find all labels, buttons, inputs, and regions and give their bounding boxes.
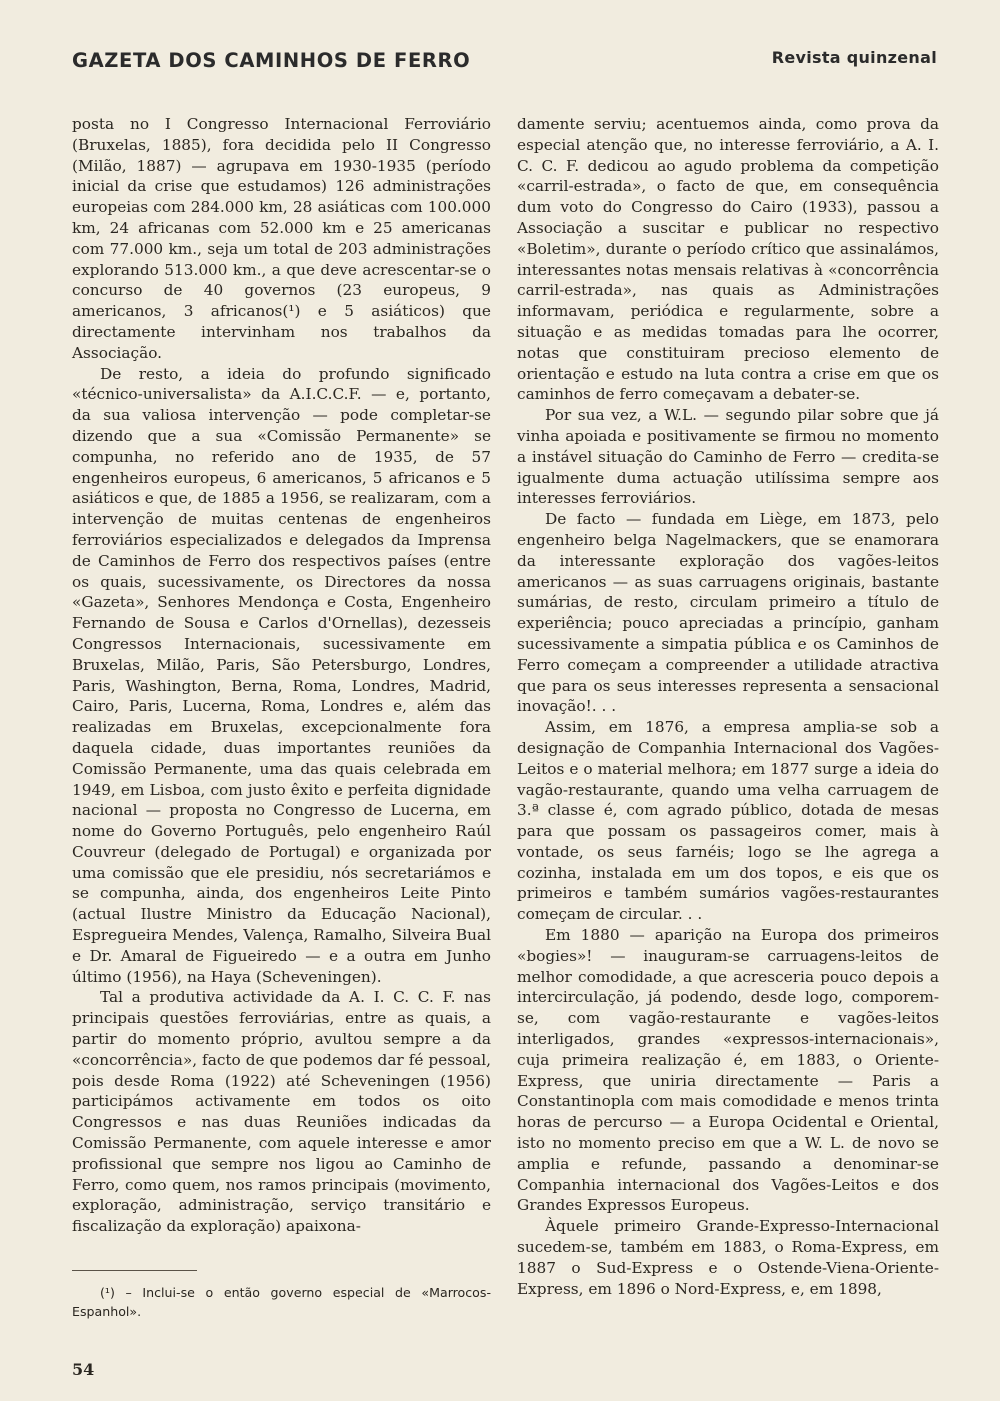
footnote-divider xyxy=(72,1270,197,1271)
left-paragraph-3: Tal a produtiva actividade da A. I. C. C. F. nas principais questões ferroviárias, entre as quais, a partir do momento próprio, avultou sempre a da «concorrência», facto de que podemos dar fé pessoal, pois desde Roma (1922) até Scheveningen (1956) participámos activamente em todos os oito Congressos e nas duas Reuniões indicadas da Comissão Permanente, com aquele interesse e amor profissional que sempre nos ligou ao Caminho de Ferro, como quem, nos ramos principais (movimento, exploração, administração, serviço transitário e fiscalização da exploração) apaixona- xyxy=(72,988,491,1236)
left-paragraph-1: posta no I Congresso Internacional Ferroviário (Bruxelas, 1885), fora decidida pelo II Congresso (Milão, 1887) — agrupava em 1930-1935 (período inicial da crise que estudamos) 126 administrações europeias com 284.000 km, 28 asiáticas com 100.000 km, 24 africanas com 52.000 km e 25 americanas com 77.000 km., seja um total de 203 administrações explorando 513.000 km., a que deve acrescentar-se o concurso de 40 governos (23 europeus, 9 americanos, 3 africanos(¹) e 5 asiáticos) que directamente intervinham nos trabalhos da Associação. xyxy=(72,115,491,362)
right-paragraph-4: Assim, em 1876, a empresa amplia-se sob a designação de Companhia Internacional dos Vagões-Leitos e o material melhora; em 1877 surge a ideia do vagão-restaurante, quando uma velha carruagem de 3.ª classe é, com agrado público, dotada de mesas para que possam os passageiros comer, mais à vontade, os seus farnéis; logo se lhe agrega a cozinha, instalada em um dos topos, e eis que os primeiros e também sumários vagões-restaurantes começam de circular. . . xyxy=(517,718,939,924)
left-column xyxy=(72,114,491,1237)
right-paragraph-2: Por sua vez, a W.L. — segundo pilar sobre que já vinha apoiada e positivamente se firmou no momento a instável situação do Caminho de Ferro — credita-se igualmente duma actuação utilíssima sempre aos interesses ferroviários. xyxy=(517,406,939,508)
footnote: (¹) – Inclui-se o então governo especial de «Marrocos-Espanhol». xyxy=(72,1285,491,1319)
left-paragraph-2: De resto, a ideia do profundo significado «técnico-universalista» da A.I.C.C.F. — e, portanto, da sua valiosa intervenção — pode completar-se dizendo que a sua «Comissão Permanente» se compunha, no referido ano de 1935, de 57 engenheiros europeus, 6 americanos, 5 africanos e 5 asiáticos e que, de 1885 a 1956, se realizaram, com a intervenção de muitas centenas de engenheiros ferroviários especializados e delegados da Imprensa de Caminhos de Ferro dos respectivos países (entre os quais, sucessivamente, os Directores da nossa «Gazeta», Senhores Mendonça e Costa, Engenheiro Fernando de Sousa e Carlos d'Ornellas), dezesseis Congressos Internacionais, sucessivamente em Bruxelas, Milão, Paris, São Petersburgo, Londres, Paris, Washington, Berna, Roma, Londres, Madrid, Cairo, Paris, Lucerna, Roma, Londres e, além das realizadas em Bruxelas, excepcionalmente fora daquela cidade, duas importantes reuniões da Comissão Permanente, uma das quais celebrada em 1949, em Lisboa, com justo êxito e perfeita dignidade nacional — proposta no Congresso de Lucerna, em nome do Governo Português, pelo engenheiro Raúl Couvreur (delegado de Portugal) e organizada por uma comissão que ele presidiu, nós secretariámos e se compunha, ainda, dos engenheiros Leite Pinto (actual Ilustre Ministro da Educação Nacional), Espregueira Mendes, Valença, Ramalho, Silveira Bual e Dr. Amaral de Figueiredo — e a outra em Junho último (1956), na Haya (Scheveningen). xyxy=(72,364,491,986)
right-paragraph-5: Em 1880 — aparição na Europa dos primeiros «bogies»! — inauguram-se carruagens-leitos de melhor comodidade, a que acresceria pouco depois a intercirculação, já podendo, desde logo, comporem-se, com vagão-restaurante e vagões-leitos interligados, grandes «expressos-internacionais», cuja primeira realização é, em 1883, o Oriente-Express, que uniria directamente — Paris a Constantinopla com mais comodidade e menos trinta horas de percurso — a Europa Ocidental e Oriental, isto no momento preciso em que a W. L. de novo se amplia e refunde, passando a denominar-se Companhia internacional dos Vagões-Leitos e dos Grandes Expressos Europeus. xyxy=(517,926,939,1215)
right-paragraph-1: damente serviu; acentuemos ainda, como prova da especial atenção que, no interesse ferroviário, a A. I. C. C. F. dedicou ao agudo problema da competição «carril-estrada», o facto de que, em consequência dum voto do Congresso do Cairo (1933), passou a Associação a suscitar e publicar no respectivo «Boletim», durante o período crítico que assinalámos, interessantes notas mensais relativas à «concorrência carril-estrada», nas quais as Administrações informavam, periódica e regularmente, sobre a situação e as medidas tomadas para lhe ocorrer, notas que constituiram precioso elemento de orientação e estudo na luta contra a crise em que os caminhos de ferro começavam a debater-se. xyxy=(517,115,939,404)
right-paragraph-3: De facto — fundada em Liège, em 1873, pelo engenheiro belga Nagelmackers, que se enamorara da interessante exploração dos vagões-leitos americanos — as suas carruagens originais, bastante sumárias, de resto, circulam primeiro a título de experiência; pouco apreciadas a princípio, ganham sucessivamente a simpatia pública e os Caminhos de Ferro começam a compreender a utilidade atractiva que para os seus interesses representa a sensacional inovação!. . . xyxy=(517,510,939,716)
right-paragraph-6: Àquele primeiro Grande-Expresso-Internacional sucedem-se, também em 1883, o Roma-Express, em 1887 o Sud-Express e o Ostende-Viena-Oriente-Express, em 1896 o Nord-Express, e, em 1898, xyxy=(517,1217,939,1298)
publication-type: Revista quinzenal xyxy=(771,48,937,67)
right-column xyxy=(517,114,939,1299)
page-number: 54 xyxy=(72,1360,95,1379)
journal-title: GAZETA DOS CAMINHOS DE FERRO xyxy=(72,49,471,72)
